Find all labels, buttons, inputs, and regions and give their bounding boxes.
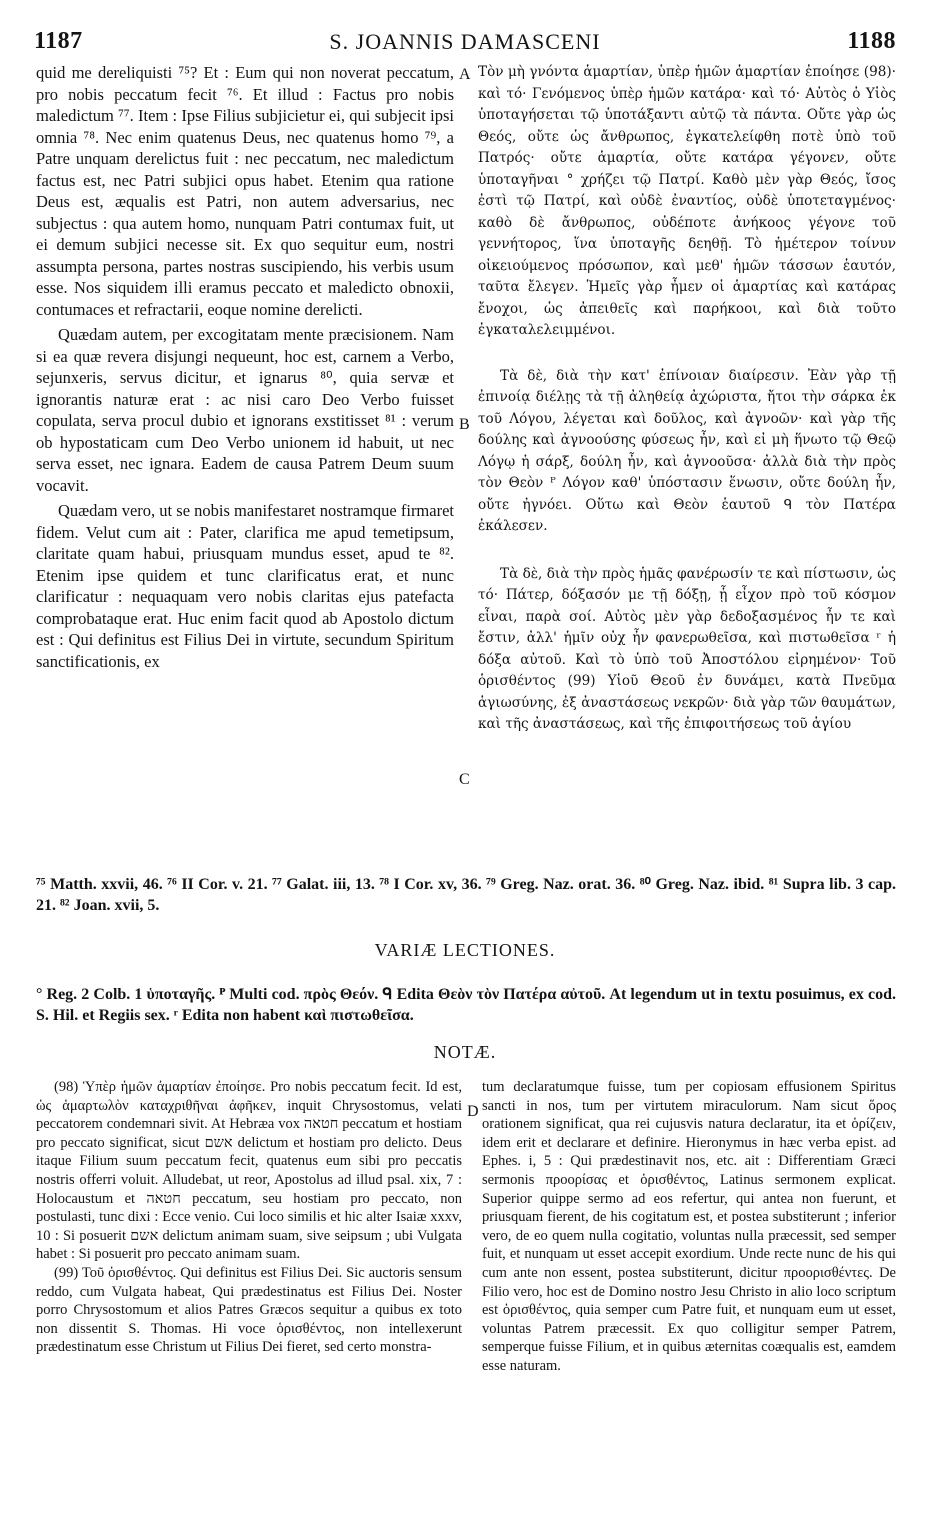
variae-lectiones-heading: VARIÆ LECTIONES. bbox=[374, 940, 556, 960]
latin-paragraph: quid me dereliquisti ⁷⁵? Et : Eum qui non noverat peccatum, pro nobis peccatum fecit ⁷⁶. Et illud : Factus pro nobis maledictum ⁷⁷. Item : Ipse Filius subjicietur ei, qui subjecit ipsi omnia ⁷⁸. Nec enim quatenus Deus, nec quatenus homo ⁷⁹, a Patre unquam derelictus fuit : nec peccatum, nec maledictum factus est, nec Patri subjici opus habet. Etenim qua ratione Deus est, æqualis est Patri, non autem adversarius, nec subjectus : qua autem homo, nunquam Patri contumax fuit, ut ei demum subjici necesse sit. Ex quo sequitur eum, nostri assumpta persona, partes nostras suscipiendo, his verbis usum esse. Nos siquidem illi eramus peccato et maledicto obnoxii, contumaces et refractarii, eoque nomine derelicti. bbox=[36, 63, 454, 319]
page-number-left: 1187 bbox=[34, 28, 83, 54]
note-98: (98) Ὑπὲρ ἡμῶν ἁμαρτίαν ἐποίησε. Pro nobis peccatum fecit. Id est, ὡς ἁμαρτωλὸν καταχριθῆναι ἀφῆκεν, inquit Chrysostomus, velati peccatorem condemnari sivit. At Hebræa vox חטאה peccatum et hostiam pro peccato significat, sicut אשם delictum et hostiam pro delicto. Deus itaque Filium suum peccatum fecit, quatenus eum sibi pro peccatis nostris offerri voluit. Alludebat, ut reor, Apostolus ad illud psal. xix, 7 : Holocaustum et חטאה peccatum, seu hostiam pro peccato, non postulasti, tunc dixi : Ecce venio. Cui loco similis et hic alter Isaiæ xxxv, 10 : Si posuerit אשם delictum animam suam, sive seipsum ; ubi Vulgata habet : Si posuerit pro peccato animam suam. bbox=[36, 1079, 462, 1263]
latin-paragraph: Quædam vero, ut se nobis manifestaret nostramque firmaret fidem. Velut cum ait : Pater, clarifica me apud temetipsum, claritate quam habui, priusquam mundus esset, apud te ⁸². Etenim ipse quidem et tunc clarificatus erat, et nunc clarificatur : nequaquam vero nobis claritas ejus patefacta comprobataque erat. Huc enim facit quod ab Apostolo dictum est : Qui definitus est Filius Dei in virtute, secundum Spiritum sanctificationis, ex bbox=[36, 501, 454, 671]
latin-paragraph: Quædam autem, per excogitatam mente præcisionem. Nam si ea quæ revera disjungi nequeunt, hoc est, carnem a Verbo, sejunxeris, servus dicitur, et ignarus ⁸⁰, quia servæ et ignorantis naturæ erat : ac nisi caro Deo Verbo fuisset copulata, serva procul dubio et ignorans exstitisset ⁸¹ : verum ob hypostaticam cum Deo Verbo unionem id habuit, ut nec serva esset, nec ignara. Eadem de causa Patrem Deum suum vocavit. bbox=[36, 325, 454, 495]
running-title: S. JOANNIS DAMASCENI bbox=[329, 29, 601, 54]
note-99-continued: tum declaratumque fuisse, tum per copiosam effusionem Spiritus sancti in nos, tum per virtutem miraculorum. Nam sicut ὅρος orationem significat, qua rei cujusvis natura declaratur, ita et ὁρίζειν, idem erit et declarare et definire. Hieronymus in hæc verba epist. ad Ephes. i, 5 : Qui prædestinavit nos, etc. ait : Differentiam Græci sermonis προορίσας et ὁρισθέντος, Latinus sermonem explicat. Superior quippe sermo ad eos refertur, qui antea non fuerunt, et priusquam fierent, de his cogitatum est, et postea substiterunt ; inferior vero, de eo quem nulla cogitatio, voluntas nulla præcessit, sed semper fuit, et nunquam ut esset accepit exordium. Unde recte nunc de his qui cum ante non essent, postea substiterunt, dicitur προορισθέντες. De Filio vero, hoc est de Domino nostro Jesu Christo in alio loco scriptum est ὁρισθέντος, quia semper cum Patre fuit, et nunquam eum ut esset, voluntas Patrem præcessit. Ex quo colligitur semper Patrem, semperque fuisse Filium, et in quibus æternitas coæqualis est, eamdem esse naturam. bbox=[482, 1079, 896, 1374]
page-number-right: 1188 bbox=[847, 28, 896, 54]
margin-letter-a: A bbox=[459, 66, 471, 83]
latin-column bbox=[36, 62, 454, 672]
notes-left-column bbox=[36, 1078, 462, 1357]
page-header bbox=[34, 28, 896, 58]
notes-right-column bbox=[482, 1078, 896, 1376]
greek-paragraph: Τὰ δὲ, διὰ τὴν κατ' ἐπίνοιαν διαίρεσιν. Ἐὰν γὰρ τῇ ἐπινοίᾳ διέλῃς τὰ τῇ ἀληθείᾳ ἀχώριστα, ἤτοι τὴν σάρκα ἐκ τοῦ Λόγου, λέγεται καὶ δοῦλος, καὶ ἀγνοῶν· καὶ γὰρ τῆς δούλης καὶ ἀγνοούσης φύσεως ἦν, καὶ εἰ μὴ ἥνωτο τῷ Θεῷ Λόγῳ ἡ σάρξ, δούλη ἦν, καὶ ἀγνοοῦσα· ἀλλὰ διὰ τὴν πρὸς τὸν Θεὸν ᴾ Λόγον καθ' ὑπόστασιν ἕνωσιν, οὔτε δούλη ἦν, οὔτε ἠγνόει. Οὕτω καὶ Θεὸν ἑαυτοῦ ᑫ τὸν Πατέρα ἐκάλεσεν. bbox=[478, 367, 896, 534]
note-99: (99) Τοῦ ὁρισθέντος. Qui definitus est Filius Dei. Sic auctoris sensum reddo, cum Vulgata habeat, Qui prædestinatus est Filius Dei. Noster porro Chrysostomum et alios Patres Græcos sequitur a quibus ex toto non dissentit S. Thomas. Hi voce ὁρισθέντος, non intellexerunt prædestinatum esse Christum ut Filius Dei fieret, sed certo monstra- bbox=[36, 1264, 462, 1356]
margin-letter-d: D bbox=[467, 1103, 479, 1120]
margin-letter-c: C bbox=[459, 771, 470, 788]
notae-heading: NOTÆ. bbox=[433, 1042, 497, 1062]
variae-lectiones-text: ° Reg. 2 Colb. 1 ὑποταγῆς. ᴾ Multi cod. πρὸς Θεόν. ᑫ Edita Θεὸν τὸν Πατέρα αὐτοῦ. At legendum ut in textu posuimus, ex cod. S. Hil. et Regiis sex. ʳ Edita non habent καὶ πιστωθεῖσα. bbox=[36, 986, 896, 1024]
greek-paragraph: Τὰ δὲ, διὰ τὴν πρὸς ἡμᾶς φανέρωσίν τε καὶ πίστωσιν, ὡς τό· Πάτερ, δόξασόν με τῇ δόξῃ, ᾗ εἶχον πρὸ τοῦ κόσμον εἶναι, παρὰ σοί. Αὐτὸς μὲν γὰρ δεδοξασμένος ἦν τε καὶ ἔστιν, ἀλλ' ἡμῖν οὐχ ἦν φανερωθεῖσα, καὶ πιστωθεῖσα ʳ ἡ δόξα αὐτοῦ. Καὶ τὸ ὑπὸ τοῦ Ἀποστόλου εἰρημένον· Τοῦ ὁρισθέντος (99) Υἱοῦ Θεοῦ ἐν δυνάμει, κατὰ Πνεῦμα ἁγιωσύνης, ἐξ ἀναστάσεως νεκρῶν· διὰ γὰρ τῶν θαυμάτων, καὶ τῆς ἀναστάσεως, καὶ τῆς ἐπιφοιτήσεως τοῦ ἁγίου bbox=[478, 565, 896, 732]
greek-column bbox=[478, 62, 896, 736]
scripture-footnotes: ⁷⁵ Matth. xxvii, 46. ⁷⁶ II Cor. v. 21. ⁷⁷ Galat. iii, 13. ⁷⁸ I Cor. xv, 36. ⁷⁹ Greg. Naz. orat. 36. ⁸⁰ Greg. Naz. ibid. ⁸¹ Supra lib. 3 cap. 21. ⁸² Joan. xvii, 5. bbox=[36, 876, 896, 914]
greek-paragraph: Τὸν μὴ γνόντα ἁμαρτίαν, ὑπὲρ ἡμῶν ἁμαρτίαν ἐποίησε (98)· καὶ τό· Γενόμενος ὑπὲρ ἡμῶν κατάρα· καὶ τό· Αὐτὸς ὁ Υἱὸς ὑποταγήσεται τῷ ὑποτάξαντι αὐτῷ τὰ πάντα. Οὔτε γὰρ ὡς Θεός, οὔτε ὡς ἄνθρωπος, ἐγκατελείφθη ποτὲ ὑπὸ τοῦ Πατρός· οὔτε ἁμαρτία, οὔτε κατάρα γέγονεν, οὔτε ὑποταγῆναι ° χρήζει τῷ Πατρί. Καθὸ μὲν γὰρ Θεός, ἴσος ἐστὶ τῷ Πατρί, καὶ οὐδὲ ἐναντίος, οὐδὲ ὑποτεταγμένος· καθὸ δὲ ἄνθρωπος, οὐδέποτε ἀνήκοος γέγονε τοῦ γεννήτορος, ἵνα ὑποταγῆς δεηθῇ. Τὸ ἡμέτερον τοίνυν οἰκειούμενος πρόσωπον, καὶ μεθ' ἡμῶν τάσσων ἑαυτόν, ταῦτα ἔλεγεν. Ἡμεῖς γὰρ ἦμεν οἱ ἁμαρτίας καὶ κατάρας ἔνοχοι, ὡς ἀπειθεῖς καὶ παρήκοοι, καὶ διὰ τοῦτο ἐγκαταλελειμμένοι. bbox=[478, 64, 896, 338]
margin-letter-b: B bbox=[459, 416, 470, 433]
